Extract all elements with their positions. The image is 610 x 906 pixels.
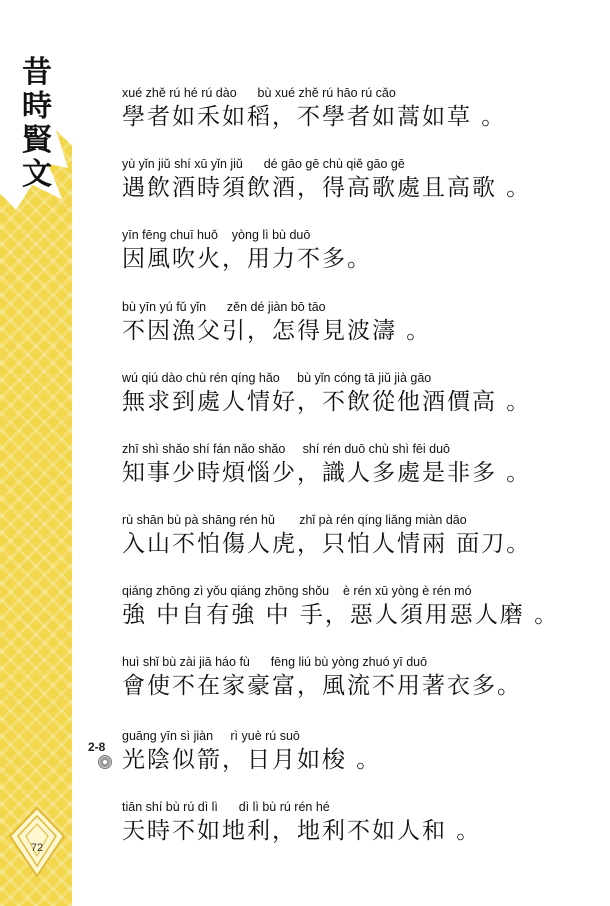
verse-6 [122,440,531,488]
verse-9 [122,653,522,701]
verse-1 [122,84,506,132]
verse-text: 學者如禾如稻，不學者如蒿如草 。 [122,104,507,130]
cd-icon [98,755,112,769]
verse-text: 無求到處人情好，不飲從他酒價高 。 [122,389,532,415]
verse-pinyin: xué zhě rú hé rú dào bù xué zhě rú hāo rú cǎo [122,86,396,100]
verse-pinyin: bù yīn yú fǔ yǐn zěn dé jiàn bō tāo [122,300,326,314]
verse-pinyin: wú qiú dào chù rén qíng hǎo bù yǐn cóng tā jiǔ jià gāo [122,371,432,385]
verse-10 [122,727,381,775]
verse-pinyin: tiān shí bù rú dì lì dì lì bù rú rén hé [122,800,330,814]
verse-pinyin: yù yǐn jiǔ shí xū yǐn jiǔ dé gāo gē chù qiě gāo gē [122,157,405,171]
verse-pinyin: zhī shì shǎo shí fán nǎo shǎo shí rén duō chù shì fēi duō [122,442,450,456]
section-title: 昔時賢文 [22,55,52,192]
verse-8 [122,582,559,630]
verse-pinyin: guāng yīn sì jiàn rì yuè rú suō [122,729,300,743]
verse-text: 因風吹火，用力不多。 [122,246,372,272]
verse-pinyin: yīn fēng chuī huǒ yòng lì bù duō [122,228,311,242]
verse-3 [122,226,372,274]
verse-pinyin: huì shǐ bù zài jiā háo fù fēng liú bù yòng zhuó yī duō [122,655,428,669]
verse-text: 知事少時煩惱少，識人多處是非多 。 [122,460,532,486]
verse-text: 光陰似箭，日月如梭 。 [122,747,382,773]
verse-5 [122,369,531,417]
verse-7 [122,511,531,559]
verse-11 [122,798,481,846]
verse-text: 會使不在家豪富，風流不用著衣多。 [122,673,522,699]
verse-text: 天時不如地利，地利不如人和 。 [122,818,482,844]
page-number-badge [8,806,66,878]
verse-pinyin: rù shān bù pà shāng rén hǔ zhǐ pà rén qíng liǎng miàn dāo [122,513,467,527]
page-number: 72 [30,842,44,854]
verse-text: 強 中自有強 中 手，惡人須用惡人磨 。 [122,602,560,628]
verse-pinyin: qiáng zhōng zì yǒu qiáng zhōng shǒu è rén xū yòng è rén mó [122,584,472,598]
track-label: 2-8 [88,740,106,754]
verse-text: 不因漁父引，怎得見波濤 。 [122,318,432,344]
verse-2 [122,155,531,203]
audio-track-marker [86,740,116,776]
verse-text: 入山不怕傷人虎，只怕人情兩 面刀。 [122,531,532,557]
verse-text: 遇飲酒時須飲酒，得高歌處且高歌 。 [122,175,532,201]
verse-4 [122,298,431,346]
